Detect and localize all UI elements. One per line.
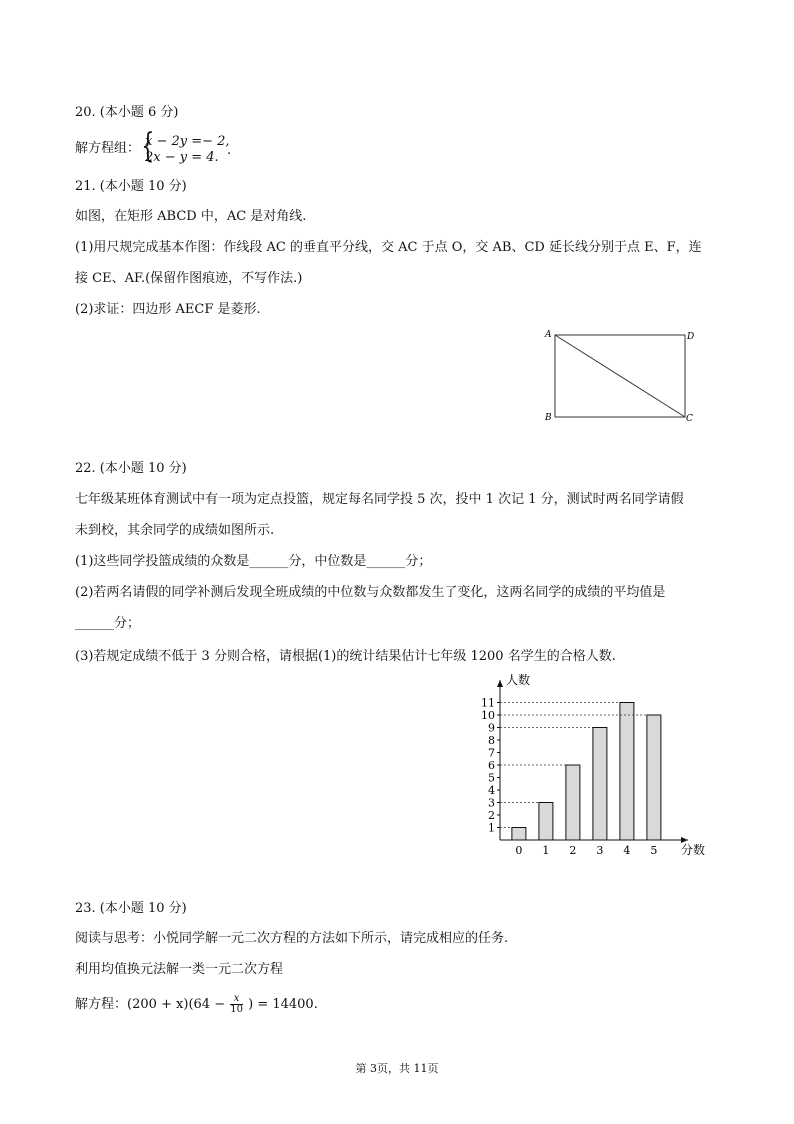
bar <box>539 803 553 841</box>
q20-end: . <box>227 143 232 158</box>
bar <box>593 728 607 841</box>
q22-part1: (1)这些同学投篮成绩的众数是______分，中位数是______分； <box>75 554 432 569</box>
equation-prefix: 解方程：(200 + x)(64 − <box>75 997 226 1012</box>
q23-intro: 阅读与思考：小悦同学解一元二次方程的方法如下所示，请完成相应的任务. <box>75 931 509 946</box>
x-tick-label: 4 <box>623 844 631 857</box>
bar <box>620 703 634 841</box>
fraction-denominator: 10 <box>230 1004 243 1015</box>
diagonal-ac <box>555 335 685 417</box>
equation-system <box>141 126 230 166</box>
x-tick-label: 5 <box>650 844 658 857</box>
y-tick-label: 7 <box>488 746 495 760</box>
q20-header: 20. (本小题 6 分) <box>75 105 179 120</box>
q23-equation <box>75 994 318 1015</box>
y-tick-label: 6 <box>488 759 495 772</box>
q21-part2: (2)求证：四边形 AECF 是菱形. <box>75 302 261 317</box>
y-axis-arrow-icon <box>497 680 503 687</box>
q22-part3: (3)若规定成绩不低于 3 分则合格，请根据(1)的统计结果估计七年级 1200 名学生的合格人数. <box>75 649 616 664</box>
x-tick-label: 3 <box>596 844 604 857</box>
x-tick-label: 0 <box>515 844 523 857</box>
q22-part2-line2: ______分； <box>75 616 141 631</box>
equation-1: x − 2y =− 2, <box>145 134 230 149</box>
label-c: C <box>686 414 693 424</box>
y-tick-label: 8 <box>488 734 495 747</box>
x-axis-label: 分数 <box>681 843 706 857</box>
q20-prompt: 解方程组： <box>75 141 141 156</box>
y-tick-label: 9 <box>488 721 495 735</box>
x-tick-label: 1 <box>542 844 550 857</box>
equation-2: 2x − y = 4. <box>145 150 219 165</box>
y-tick-label: 10 <box>481 709 495 722</box>
bar <box>647 715 661 840</box>
q22-part2-line1: (2)若两名请假的同学补测后发现全班成绩的中位数与众数都发生了变化，这两名同学的成绩的平均值是 <box>75 585 666 600</box>
y-axis-label: 人数 <box>506 673 531 687</box>
label-a: A <box>545 330 552 340</box>
rectangle-figure <box>540 325 700 430</box>
x-tick-label: 2 <box>569 844 577 857</box>
page-footer: 第 3页，共 11页 <box>355 1062 439 1075</box>
label-d: D <box>687 332 695 342</box>
label-b: B <box>545 413 552 423</box>
q23-title: 利用均值换元法解一类一元二次方程 <box>75 962 284 977</box>
bar-chart <box>470 668 720 863</box>
y-tick-label: 4 <box>488 784 495 797</box>
y-tick-label: 3 <box>488 796 495 810</box>
q21-part1-line1: (1)用尺规完成基本作图：作线段 AC 的垂直平分线，交 AC 于点 O，交 AB、CD 延长线分别于点 E、F，连 <box>75 240 702 255</box>
y-tick-label: 1 <box>488 821 495 835</box>
bar <box>566 765 580 840</box>
equation-suffix: ) = 14400. <box>248 997 318 1012</box>
y-tick-label: 5 <box>488 771 495 785</box>
brace-icon: { <box>141 126 155 166</box>
fraction-numerator: x <box>230 994 243 1005</box>
q22-intro-line1: 七年级某班体育测试中有一项为定点投篮，规定每名同学投 5 次，投中 1 次记 1 分，测试时两名同学请假 <box>75 492 684 507</box>
y-tick-label: 2 <box>488 809 495 822</box>
q21-part1-line2: 接 CE、AF.(保留作图痕迹，不写作法.) <box>75 271 303 286</box>
q22-header: 22. (本小题 10 分) <box>75 461 187 476</box>
q23-header: 23. (本小题 10 分) <box>75 901 187 916</box>
q21-header: 21. (本小题 10 分) <box>75 179 187 194</box>
y-tick-label: 11 <box>481 696 495 710</box>
fraction <box>230 994 243 1015</box>
q22-intro-line2: 未到校，其余同学的成绩如图所示. <box>75 523 275 538</box>
bar <box>512 828 526 841</box>
q21-intro: 如图，在矩形 ABCD 中，AC 是对角线. <box>75 209 307 224</box>
